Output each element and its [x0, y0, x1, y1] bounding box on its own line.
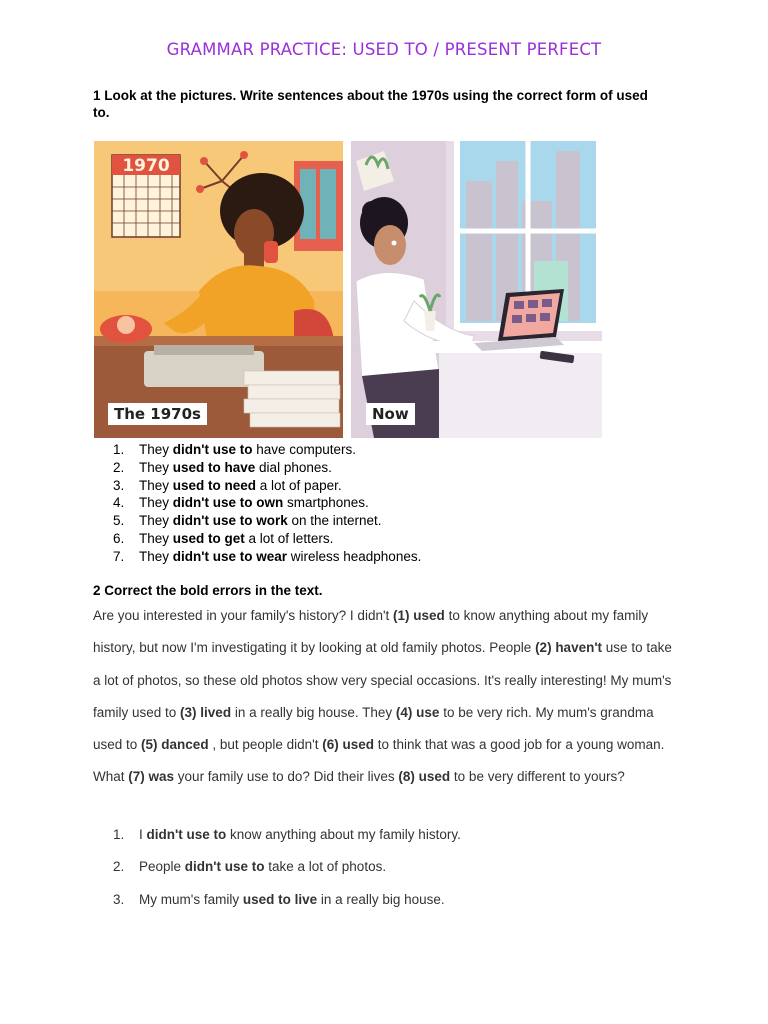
list-item: 3. They used to need a lot of paper. [113, 477, 342, 493]
list-item: 1. I didn't use to know anything about my family history. [113, 827, 461, 842]
exercise-2-text: Are you interested in your family's history? I didn't (1) used to know anything about my family history, but now I'm investigating it by looking at old family photos. People (2) haven't use to take a lot of photos, so these old photos show very special occasions. It's really interesting! My mum's family used to (3) lived in a really big house. They (4) use to be very rich. My mum's grandma used to (5) danced , but people didn't (6) used to think that was a good job for a young woman. What (7) was your family use to do? Did their lives (8) used to be very different to yours? [93, 608, 672, 785]
list-item: 1. They didn't use to have computers. [113, 442, 357, 457]
list-item: 7. They didn't use to wear wireless headphones. [113, 548, 422, 564]
svg-text:1970: 1970 [122, 156, 170, 176]
exercise-1-picture [94, 141, 602, 438]
list-item: 2. People didn't use to take a lot of photos. [113, 859, 387, 875]
exercise-2-heading: 2 Correct the bold errors in the text. [93, 583, 323, 598]
exercise-1-answers [113, 441, 421, 566]
calendar-icon [112, 155, 180, 237]
list-item: 3. My mum's family used to live in a really big house. [113, 891, 445, 907]
list-item: 5. They didn't use to work on the internet. [113, 513, 382, 529]
list-item: 2. They used to have dial phones. [113, 459, 332, 475]
list-item: 6. They used to get a lot of letters. [113, 530, 334, 546]
illustration-1970s-vs-now [94, 141, 602, 438]
caption-1970s: The 1970s [108, 403, 207, 425]
list-item: 4. They didn't use to own smartphones. [113, 495, 369, 511]
caption-now: Now [366, 403, 415, 425]
exercise-2-answers [113, 819, 461, 916]
page-title: GRAMMAR PRACTICE: USED TO / PRESENT PERFECT [166, 40, 602, 59]
exercise-1-heading: 1 Look at the pictures. Write sentences about the 1970s using the correct form of used to. [93, 88, 648, 120]
